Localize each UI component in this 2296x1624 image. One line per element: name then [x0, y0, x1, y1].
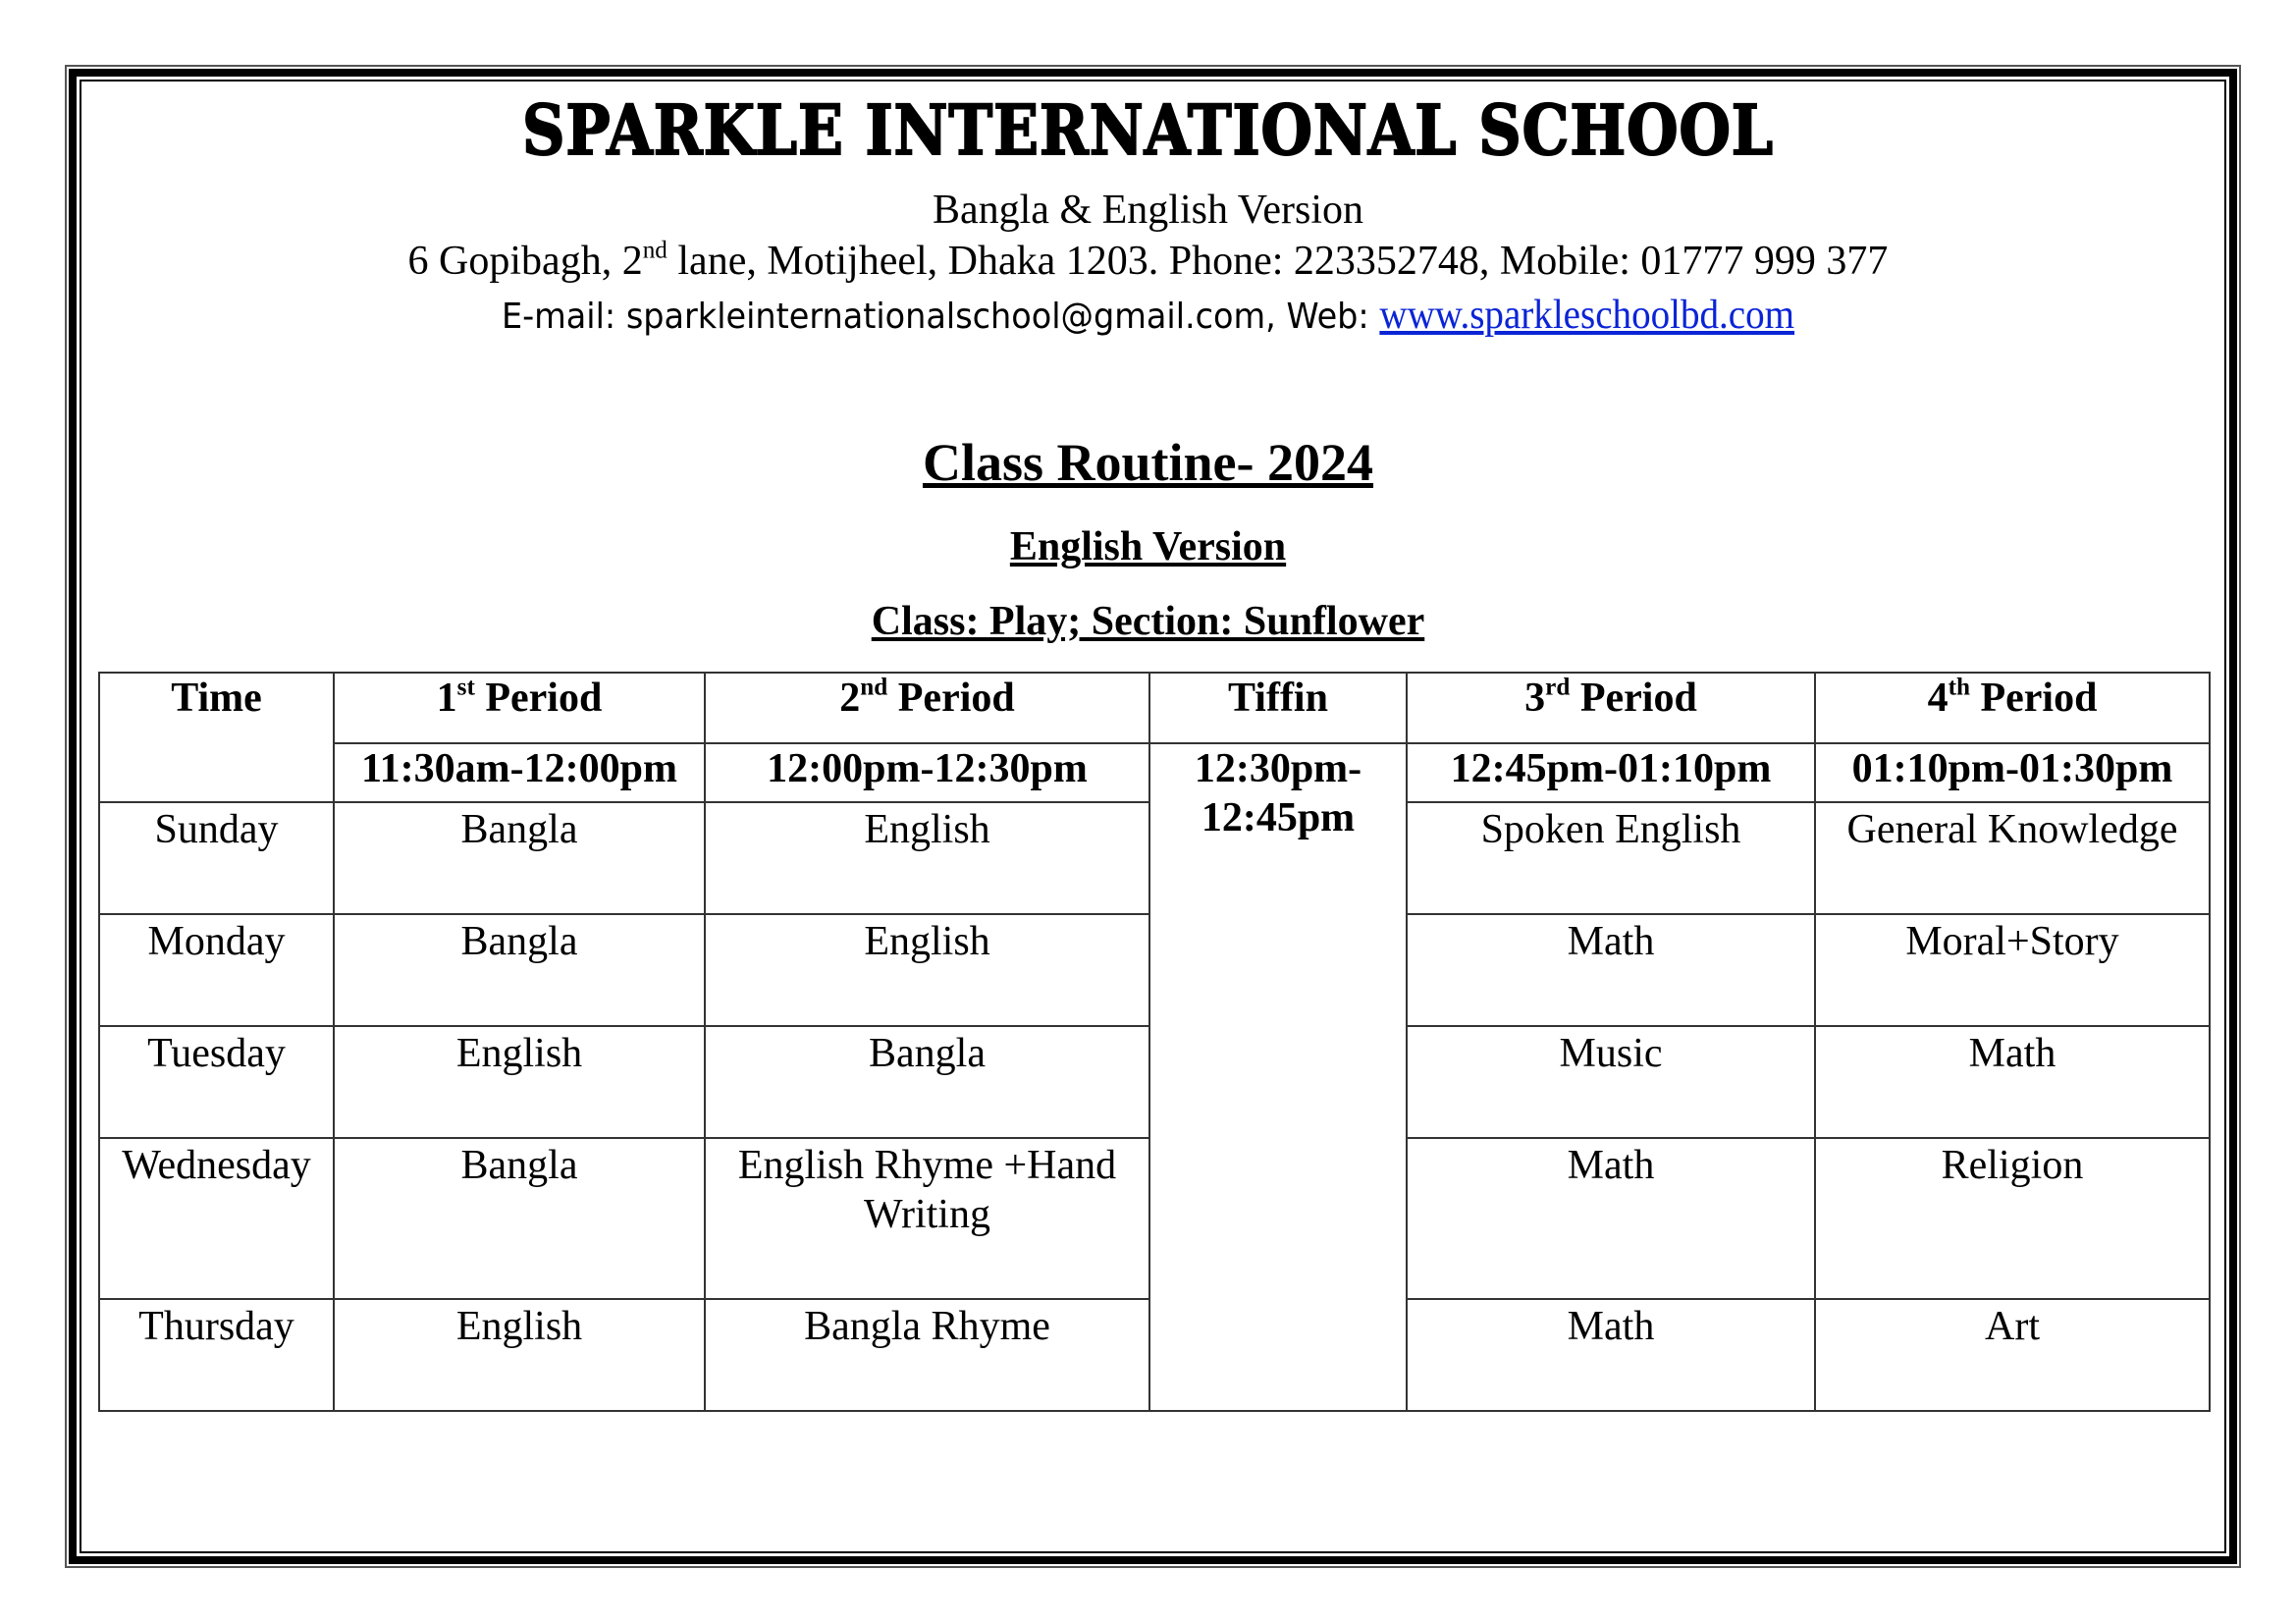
subject-cell: General Knowledge [1815, 802, 2210, 914]
address-part2: lane, Motijheel, Dhaka 1203. Phone: 223352748, Mobile: 01777 999 377 [667, 239, 1889, 284]
class-section-heading [0, 601, 2296, 642]
subject-cell: Math [1407, 1299, 1815, 1411]
period-2-header: 2nd Period [705, 673, 1149, 743]
subject-cell: English [705, 914, 1149, 1026]
day-cell: Tuesday [99, 1026, 334, 1138]
subject-cell: English Rhyme +Hand Writing [705, 1138, 1149, 1299]
day-cell: Monday [99, 914, 334, 1026]
period-4-time: 01:10pm-01:30pm [1815, 743, 2210, 802]
subject-cell: Math [1407, 914, 1815, 1026]
routine-table [98, 672, 2211, 1412]
address-part1: 6 Gopibagh, 2 [407, 239, 643, 284]
period-1-header: 1st Period [334, 673, 705, 743]
subject-cell: Bangla [334, 914, 705, 1026]
period-2-time: 12:00pm-12:30pm [705, 743, 1149, 802]
period-4-header: 4th Period [1815, 673, 2210, 743]
version-heading [0, 526, 2296, 568]
school-name: SPARKLE INTERNATIONAL SCHOOL [522, 89, 1774, 171]
subject-cell: Spoken English [1407, 802, 1815, 914]
period-3-time: 12:45pm-01:10pm [1407, 743, 1815, 802]
routine-title-text: Class Routine- 2024 [922, 433, 1374, 492]
address-superscript: nd [642, 237, 667, 264]
routine-title [0, 433, 2296, 492]
email-text: E-mail: sparkleinternationalschool@gmail.com, Web: [501, 297, 1380, 337]
subject-cell: Art [1815, 1299, 2210, 1411]
time-header: Time [99, 673, 334, 802]
version-heading-text: English Version [1009, 524, 1287, 569]
header-row-times [99, 743, 2210, 802]
subject-cell: Bangla [334, 1138, 705, 1299]
contact-line [80, 295, 2216, 336]
subject-cell: Religion [1815, 1138, 2210, 1299]
day-cell: Thursday [99, 1299, 334, 1411]
subject-cell: Bangla [705, 1026, 1149, 1138]
header-row-periods [99, 673, 2210, 743]
day-cell: Sunday [99, 802, 334, 914]
tiffin-time-end: 12:45pm [1201, 795, 1356, 840]
tiffin-time [1149, 743, 1407, 1411]
period-1-time: 11:30am-12:00pm [334, 743, 705, 802]
subject-cell: Math [1407, 1138, 1815, 1299]
day-cell: Wednesday [99, 1138, 334, 1299]
tiffin-header: Tiffin [1149, 673, 1407, 743]
subject-cell: Moral+Story [1815, 914, 2210, 1026]
subject-cell: English [334, 1299, 705, 1411]
subject-cell: Math [1815, 1026, 2210, 1138]
subject-cell: Bangla [334, 802, 705, 914]
class-section-text: Class: Play; Section: Sunflower [871, 599, 1425, 644]
subject-cell: Music [1407, 1026, 1815, 1138]
subject-cell: English [705, 802, 1149, 914]
tiffin-time-start: 12:30pm- [1194, 746, 1362, 791]
period-3-header: 3rd Period [1407, 673, 1815, 743]
subject-cell: Bangla Rhyme [705, 1299, 1149, 1411]
subject-cell: English [334, 1026, 705, 1138]
website-link[interactable]: www.sparkleschoolbd.com [1379, 293, 1795, 338]
school-address [0, 237, 2296, 284]
school-subtitle: Bangla & English Version [932, 188, 1364, 233]
